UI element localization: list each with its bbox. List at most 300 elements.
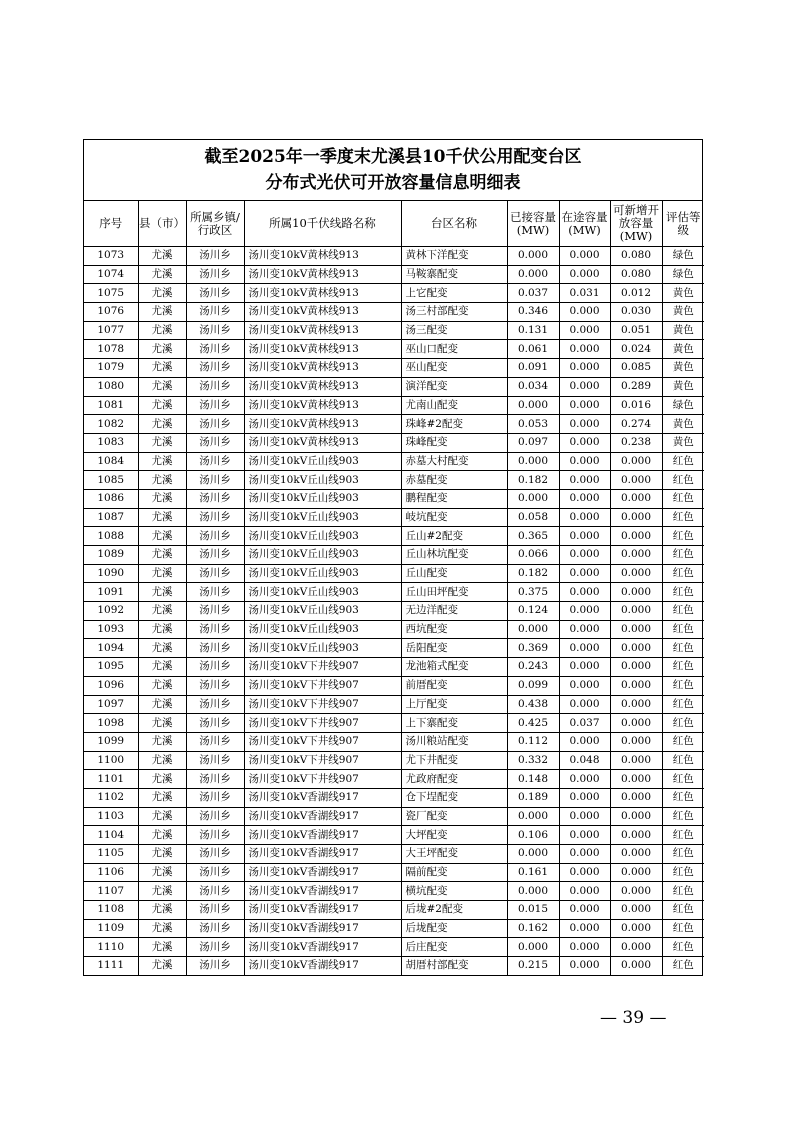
cell-area-name: 无边洋配变 xyxy=(401,602,507,621)
cell-index: 1100 xyxy=(84,751,138,770)
cell-rating: 红色 xyxy=(662,658,704,677)
cell-connected: 0.000 xyxy=(507,247,559,266)
cell-index: 1084 xyxy=(84,452,138,471)
cell-line-name: 汤川变10kV丘山线903 xyxy=(244,471,401,490)
cell-county: 尤溪 xyxy=(138,452,186,471)
cell-rating: 红色 xyxy=(662,452,704,471)
cell-connected: 0.182 xyxy=(507,471,559,490)
cell-township: 汤川乡 xyxy=(186,602,244,621)
cell-rating: 红色 xyxy=(662,508,704,527)
cell-index: 1085 xyxy=(84,471,138,490)
table-row xyxy=(84,788,704,807)
capacity-table-sheet xyxy=(83,139,703,976)
cell-county: 尤溪 xyxy=(138,527,186,546)
cell-pending: 0.000 xyxy=(559,321,610,340)
cell-county: 尤溪 xyxy=(138,957,186,975)
cell-rating: 红色 xyxy=(662,676,704,695)
cell-area-name: 巫山配变 xyxy=(401,359,507,378)
cell-connected: 0.097 xyxy=(507,433,559,452)
cell-index: 1073 xyxy=(84,247,138,266)
table-row xyxy=(84,583,704,602)
table-row xyxy=(84,807,704,826)
cell-line-name: 汤川变10kV黄林线913 xyxy=(244,340,401,359)
cell-county: 尤溪 xyxy=(138,303,186,322)
cell-open: 0.238 xyxy=(610,433,662,452)
table-row xyxy=(84,714,704,733)
cell-county: 尤溪 xyxy=(138,265,186,284)
cell-county: 尤溪 xyxy=(138,564,186,583)
cell-line-name: 汤川变10kV香湖线917 xyxy=(244,957,401,975)
cell-rating: 黄色 xyxy=(662,433,704,452)
cell-township: 汤川乡 xyxy=(186,489,244,508)
cell-area-name: 丘山配变 xyxy=(401,564,507,583)
header-open-capacity: 可新增开放容量(MW) xyxy=(610,201,662,247)
cell-pending: 0.000 xyxy=(559,676,610,695)
table-row xyxy=(84,901,704,920)
cell-area-name: 珠峰#2配变 xyxy=(401,415,507,434)
title-line-2: 分布式光伏可开放容量信息明细表 xyxy=(265,173,521,193)
cell-township: 汤川乡 xyxy=(186,265,244,284)
cell-open: 0.000 xyxy=(610,807,662,826)
cell-rating: 红色 xyxy=(662,957,704,975)
cell-line-name: 汤川变10kV下井线907 xyxy=(244,714,401,733)
table-row xyxy=(84,546,704,565)
cell-pending: 0.000 xyxy=(559,826,610,845)
cell-connected: 0.000 xyxy=(507,452,559,471)
table-row xyxy=(84,676,704,695)
cell-township: 汤川乡 xyxy=(186,938,244,957)
cell-pending: 0.000 xyxy=(559,583,610,602)
cell-area-name: 上下寨配变 xyxy=(401,714,507,733)
table-row xyxy=(84,639,704,658)
cell-line-name: 汤川变10kV黄林线913 xyxy=(244,415,401,434)
cell-index: 1108 xyxy=(84,901,138,920)
cell-township: 汤川乡 xyxy=(186,732,244,751)
cell-connected: 0.243 xyxy=(507,658,559,677)
cell-county: 尤溪 xyxy=(138,284,186,303)
cell-rating: 黄色 xyxy=(662,377,704,396)
cell-line-name: 汤川变10kV香湖线917 xyxy=(244,863,401,882)
table-row xyxy=(84,751,704,770)
cell-line-name: 汤川变10kV丘山线903 xyxy=(244,602,401,621)
cell-area-name: 丘山田坪配变 xyxy=(401,583,507,602)
table-row xyxy=(84,602,704,621)
cell-pending: 0.000 xyxy=(559,452,610,471)
cell-line-name: 汤川变10kV下井线907 xyxy=(244,770,401,789)
cell-rating: 红色 xyxy=(662,546,704,565)
cell-area-name: 仓下埕配变 xyxy=(401,788,507,807)
cell-county: 尤溪 xyxy=(138,845,186,864)
cell-open: 0.000 xyxy=(610,583,662,602)
table-row xyxy=(84,695,704,714)
cell-line-name: 汤川变10kV香湖线917 xyxy=(244,882,401,901)
cell-area-name: 上厅配变 xyxy=(401,695,507,714)
cell-open: 0.000 xyxy=(610,826,662,845)
cell-township: 汤川乡 xyxy=(186,247,244,266)
cell-township: 汤川乡 xyxy=(186,919,244,938)
table-row xyxy=(84,247,704,266)
cell-area-name: 胡厝村部配变 xyxy=(401,957,507,975)
cell-township: 汤川乡 xyxy=(186,639,244,658)
cell-pending: 0.000 xyxy=(559,303,610,322)
cell-open: 0.080 xyxy=(610,247,662,266)
cell-area-name: 赤墓配变 xyxy=(401,471,507,490)
cell-index: 1096 xyxy=(84,676,138,695)
cell-open: 0.000 xyxy=(610,788,662,807)
cell-pending: 0.000 xyxy=(559,695,610,714)
cell-pending: 0.000 xyxy=(559,919,610,938)
cell-open: 0.000 xyxy=(610,564,662,583)
cell-pending: 0.000 xyxy=(559,901,610,920)
cell-area-name: 西坑配变 xyxy=(401,620,507,639)
cell-open: 0.024 xyxy=(610,340,662,359)
table-row xyxy=(84,377,704,396)
cell-area-name: 隔前配变 xyxy=(401,863,507,882)
cell-pending: 0.000 xyxy=(559,471,610,490)
header-index: 序号 xyxy=(84,201,138,247)
cell-connected: 0.161 xyxy=(507,863,559,882)
cell-rating: 黄色 xyxy=(662,415,704,434)
cell-open: 0.000 xyxy=(610,919,662,938)
cell-index: 1104 xyxy=(84,826,138,845)
cell-pending: 0.031 xyxy=(559,284,610,303)
header-county: 县（市） xyxy=(138,201,186,247)
table-row xyxy=(84,527,704,546)
cell-area-name: 瓷厂配变 xyxy=(401,807,507,826)
cell-open: 0.000 xyxy=(610,489,662,508)
cell-index: 1094 xyxy=(84,639,138,658)
cell-county: 尤溪 xyxy=(138,751,186,770)
capacity-table xyxy=(84,201,704,975)
cell-line-name: 汤川变10kV丘山线903 xyxy=(244,583,401,602)
cell-area-name: 马鞍寨配变 xyxy=(401,265,507,284)
cell-county: 尤溪 xyxy=(138,826,186,845)
cell-county: 尤溪 xyxy=(138,321,186,340)
header-row xyxy=(84,201,704,247)
cell-line-name: 汤川变10kV丘山线903 xyxy=(244,452,401,471)
cell-area-name: 丘山林坑配变 xyxy=(401,546,507,565)
cell-connected: 0.124 xyxy=(507,602,559,621)
cell-area-name: 巫山口配变 xyxy=(401,340,507,359)
cell-open: 0.000 xyxy=(610,452,662,471)
cell-township: 汤川乡 xyxy=(186,826,244,845)
cell-area-name: 汤三村部配变 xyxy=(401,303,507,322)
cell-index: 1083 xyxy=(84,433,138,452)
cell-area-name: 龙池箱式配变 xyxy=(401,658,507,677)
cell-line-name: 汤川变10kV黄林线913 xyxy=(244,433,401,452)
cell-area-name: 丘山#2配变 xyxy=(401,527,507,546)
cell-rating: 红色 xyxy=(662,564,704,583)
cell-township: 汤川乡 xyxy=(186,676,244,695)
cell-county: 尤溪 xyxy=(138,602,186,621)
cell-area-name: 大王坪配变 xyxy=(401,845,507,864)
cell-county: 尤溪 xyxy=(138,415,186,434)
cell-connected: 0.106 xyxy=(507,826,559,845)
cell-rating: 红色 xyxy=(662,901,704,920)
cell-index: 1090 xyxy=(84,564,138,583)
cell-area-name: 前厝配变 xyxy=(401,676,507,695)
cell-rating: 绿色 xyxy=(662,396,704,415)
cell-pending: 0.000 xyxy=(559,546,610,565)
cell-county: 尤溪 xyxy=(138,620,186,639)
cell-open: 0.000 xyxy=(610,732,662,751)
cell-township: 汤川乡 xyxy=(186,527,244,546)
cell-pending: 0.000 xyxy=(559,639,610,658)
table-row xyxy=(84,658,704,677)
cell-open: 0.012 xyxy=(610,284,662,303)
cell-township: 汤川乡 xyxy=(186,508,244,527)
cell-index: 1079 xyxy=(84,359,138,378)
table-row xyxy=(84,452,704,471)
cell-line-name: 汤川变10kV黄林线913 xyxy=(244,359,401,378)
cell-open: 0.000 xyxy=(610,863,662,882)
cell-pending: 0.000 xyxy=(559,938,610,957)
cell-pending: 0.000 xyxy=(559,396,610,415)
cell-open: 0.051 xyxy=(610,321,662,340)
cell-county: 尤溪 xyxy=(138,396,186,415)
cell-line-name: 汤川变10kV黄林线913 xyxy=(244,284,401,303)
cell-township: 汤川乡 xyxy=(186,359,244,378)
cell-line-name: 汤川变10kV下井线907 xyxy=(244,751,401,770)
cell-connected: 0.000 xyxy=(507,882,559,901)
cell-line-name: 汤川变10kV香湖线917 xyxy=(244,845,401,864)
cell-county: 尤溪 xyxy=(138,639,186,658)
cell-area-name: 尤政府配变 xyxy=(401,770,507,789)
cell-pending: 0.000 xyxy=(559,788,610,807)
cell-open: 0.000 xyxy=(610,508,662,527)
table-row xyxy=(84,770,704,789)
cell-connected: 0.425 xyxy=(507,714,559,733)
cell-open: 0.000 xyxy=(610,676,662,695)
cell-pending: 0.000 xyxy=(559,564,610,583)
cell-pending: 0.000 xyxy=(559,863,610,882)
cell-line-name: 汤川变10kV丘山线903 xyxy=(244,527,401,546)
cell-connected: 0.369 xyxy=(507,639,559,658)
cell-county: 尤溪 xyxy=(138,807,186,826)
cell-county: 尤溪 xyxy=(138,583,186,602)
cell-open: 0.080 xyxy=(610,265,662,284)
header-pending-capacity: 在途容量(MW) xyxy=(559,201,610,247)
cell-connected: 0.000 xyxy=(507,807,559,826)
cell-rating: 红色 xyxy=(662,807,704,826)
cell-index: 1110 xyxy=(84,938,138,957)
table-row xyxy=(84,938,704,957)
cell-county: 尤溪 xyxy=(138,788,186,807)
cell-connected: 0.346 xyxy=(507,303,559,322)
table-row xyxy=(84,564,704,583)
cell-rating: 红色 xyxy=(662,845,704,864)
cell-connected: 0.099 xyxy=(507,676,559,695)
cell-pending: 0.000 xyxy=(559,377,610,396)
header-connected-capacity: 已接容量(MW) xyxy=(507,201,559,247)
table-row xyxy=(84,340,704,359)
cell-county: 尤溪 xyxy=(138,882,186,901)
cell-line-name: 汤川变10kV黄林线913 xyxy=(244,377,401,396)
cell-line-name: 汤川变10kV香湖线917 xyxy=(244,919,401,938)
cell-open: 0.000 xyxy=(610,639,662,658)
cell-county: 尤溪 xyxy=(138,489,186,508)
cell-line-name: 汤川变10kV下井线907 xyxy=(244,732,401,751)
table-row xyxy=(84,620,704,639)
cell-pending: 0.000 xyxy=(559,247,610,266)
cell-rating: 红色 xyxy=(662,863,704,882)
cell-township: 汤川乡 xyxy=(186,788,244,807)
cell-index: 1109 xyxy=(84,919,138,938)
cell-rating: 黄色 xyxy=(662,321,704,340)
cell-index: 1088 xyxy=(84,527,138,546)
cell-line-name: 汤川变10kV丘山线903 xyxy=(244,639,401,658)
table-row xyxy=(84,882,704,901)
table-row xyxy=(84,489,704,508)
cell-rating: 红色 xyxy=(662,919,704,938)
cell-rating: 红色 xyxy=(662,882,704,901)
cell-line-name: 汤川变10kV下井线907 xyxy=(244,676,401,695)
table-row xyxy=(84,265,704,284)
cell-township: 汤川乡 xyxy=(186,714,244,733)
cell-rating: 红色 xyxy=(662,695,704,714)
cell-index: 1097 xyxy=(84,695,138,714)
cell-rating: 红色 xyxy=(662,938,704,957)
cell-area-name: 汤三配变 xyxy=(401,321,507,340)
cell-line-name: 汤川变10kV黄林线913 xyxy=(244,321,401,340)
cell-rating: 黄色 xyxy=(662,359,704,378)
cell-township: 汤川乡 xyxy=(186,564,244,583)
cell-line-name: 汤川变10kV丘山线903 xyxy=(244,620,401,639)
cell-area-name: 尤下井配变 xyxy=(401,751,507,770)
table-row xyxy=(84,863,704,882)
cell-connected: 0.365 xyxy=(507,527,559,546)
cell-connected: 0.066 xyxy=(507,546,559,565)
cell-county: 尤溪 xyxy=(138,901,186,920)
cell-township: 汤川乡 xyxy=(186,695,244,714)
cell-line-name: 汤川变10kV下井线907 xyxy=(244,658,401,677)
cell-line-name: 汤川变10kV丘山线903 xyxy=(244,564,401,583)
cell-rating: 红色 xyxy=(662,583,704,602)
cell-county: 尤溪 xyxy=(138,695,186,714)
cell-connected: 0.015 xyxy=(507,901,559,920)
cell-pending: 0.000 xyxy=(559,508,610,527)
cell-index: 1080 xyxy=(84,377,138,396)
cell-rating: 红色 xyxy=(662,751,704,770)
table-row xyxy=(84,508,704,527)
cell-rating: 红色 xyxy=(662,732,704,751)
cell-connected: 0.058 xyxy=(507,508,559,527)
cell-pending: 0.000 xyxy=(559,340,610,359)
cell-index: 1089 xyxy=(84,546,138,565)
cell-township: 汤川乡 xyxy=(186,583,244,602)
cell-rating: 红色 xyxy=(662,602,704,621)
cell-township: 汤川乡 xyxy=(186,284,244,303)
cell-connected: 0.000 xyxy=(507,265,559,284)
cell-connected: 0.148 xyxy=(507,770,559,789)
cell-line-name: 汤川变10kV香湖线917 xyxy=(244,901,401,920)
table-body xyxy=(84,247,704,975)
cell-county: 尤溪 xyxy=(138,433,186,452)
cell-connected: 0.000 xyxy=(507,938,559,957)
page-number: — 39 — xyxy=(600,1008,667,1028)
cell-county: 尤溪 xyxy=(138,919,186,938)
cell-index: 1111 xyxy=(84,957,138,975)
cell-township: 汤川乡 xyxy=(186,770,244,789)
table-row xyxy=(84,396,704,415)
cell-township: 汤川乡 xyxy=(186,546,244,565)
cell-area-name: 赤墓大村配变 xyxy=(401,452,507,471)
cell-area-name: 后垅#2配变 xyxy=(401,901,507,920)
cell-area-name: 上它配变 xyxy=(401,284,507,303)
cell-township: 汤川乡 xyxy=(186,751,244,770)
cell-index: 1086 xyxy=(84,489,138,508)
cell-index: 1102 xyxy=(84,788,138,807)
cell-connected: 0.000 xyxy=(507,396,559,415)
cell-index: 1098 xyxy=(84,714,138,733)
table-row xyxy=(84,415,704,434)
cell-open: 0.000 xyxy=(610,695,662,714)
cell-index: 1078 xyxy=(84,340,138,359)
cell-township: 汤川乡 xyxy=(186,340,244,359)
cell-connected: 0.162 xyxy=(507,919,559,938)
cell-area-name: 横坑配变 xyxy=(401,882,507,901)
cell-index: 1081 xyxy=(84,396,138,415)
table-row xyxy=(84,826,704,845)
cell-index: 1091 xyxy=(84,583,138,602)
cell-open: 0.000 xyxy=(610,770,662,789)
title-line-1: 截至2025年一季度末尤溪县10千伏公用配变台区 xyxy=(204,147,582,167)
cell-open: 0.289 xyxy=(610,377,662,396)
cell-area-name: 鹏程配变 xyxy=(401,489,507,508)
cell-township: 汤川乡 xyxy=(186,845,244,864)
cell-index: 1087 xyxy=(84,508,138,527)
cell-county: 尤溪 xyxy=(138,732,186,751)
cell-index: 1099 xyxy=(84,732,138,751)
cell-area-name: 岐坑配变 xyxy=(401,508,507,527)
header-rating: 评估等级 xyxy=(662,201,704,247)
cell-pending: 0.000 xyxy=(559,415,610,434)
cell-connected: 0.332 xyxy=(507,751,559,770)
cell-county: 尤溪 xyxy=(138,658,186,677)
cell-open: 0.000 xyxy=(610,845,662,864)
table-row xyxy=(84,433,704,452)
cell-area-name: 演洋配变 xyxy=(401,377,507,396)
cell-connected: 0.131 xyxy=(507,321,559,340)
cell-pending: 0.000 xyxy=(559,845,610,864)
cell-area-name: 后庄配变 xyxy=(401,938,507,957)
cell-county: 尤溪 xyxy=(138,359,186,378)
cell-area-name: 尤南山配变 xyxy=(401,396,507,415)
cell-open: 0.085 xyxy=(610,359,662,378)
cell-county: 尤溪 xyxy=(138,676,186,695)
cell-connected: 0.438 xyxy=(507,695,559,714)
cell-county: 尤溪 xyxy=(138,938,186,957)
cell-county: 尤溪 xyxy=(138,471,186,490)
cell-township: 汤川乡 xyxy=(186,396,244,415)
cell-rating: 红色 xyxy=(662,471,704,490)
cell-rating: 黄色 xyxy=(662,340,704,359)
cell-open: 0.000 xyxy=(610,901,662,920)
cell-open: 0.000 xyxy=(610,882,662,901)
cell-open: 0.016 xyxy=(610,396,662,415)
cell-index: 1076 xyxy=(84,303,138,322)
cell-township: 汤川乡 xyxy=(186,620,244,639)
cell-line-name: 汤川变10kV丘山线903 xyxy=(244,489,401,508)
cell-line-name: 汤川变10kV黄林线913 xyxy=(244,265,401,284)
cell-open: 0.000 xyxy=(610,938,662,957)
header-township: 所属乡镇/行政区 xyxy=(186,201,244,247)
cell-county: 尤溪 xyxy=(138,863,186,882)
cell-index: 1093 xyxy=(84,620,138,639)
cell-county: 尤溪 xyxy=(138,714,186,733)
cell-line-name: 汤川变10kV香湖线917 xyxy=(244,807,401,826)
cell-open: 0.000 xyxy=(610,658,662,677)
